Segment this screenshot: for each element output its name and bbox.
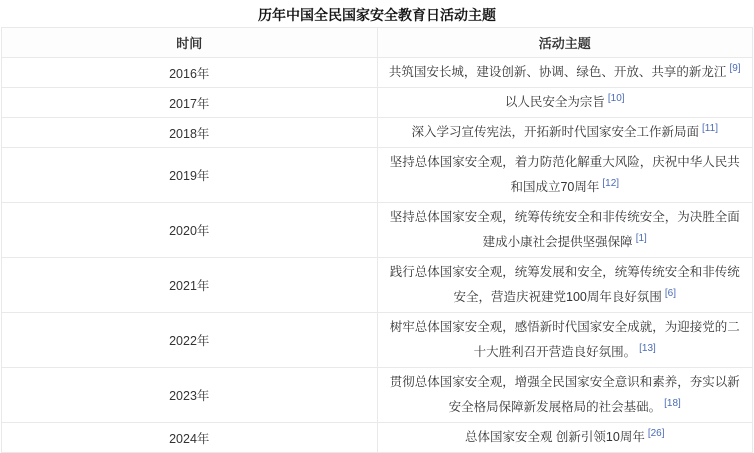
table-row bbox=[2, 203, 753, 258]
theme-cell bbox=[377, 368, 753, 423]
table-row bbox=[2, 258, 753, 313]
citation-link[interactable]: [12] bbox=[602, 177, 620, 189]
theme-text: 以人民安全为宗旨 bbox=[504, 95, 605, 109]
theme-cell bbox=[377, 58, 753, 88]
theme-text: 深入学习宣传宪法，开拓新时代国家安全工作新局面 bbox=[411, 125, 700, 139]
year-text: 2020年 bbox=[169, 224, 210, 238]
citation-link[interactable]: [9] bbox=[729, 62, 741, 74]
table-header-row bbox=[2, 28, 753, 58]
theme-cell bbox=[377, 258, 753, 313]
column-header-theme: 活动主题 bbox=[377, 28, 753, 58]
year-cell bbox=[2, 58, 378, 88]
year-text: 2016年 bbox=[169, 66, 210, 81]
theme-cell bbox=[377, 148, 753, 203]
table-caption: 历年中国全民国家安全教育日活动主题 bbox=[258, 7, 496, 23]
theme-cell bbox=[377, 423, 753, 453]
theme-cell bbox=[377, 118, 753, 148]
year-text: 2023年 bbox=[169, 389, 210, 403]
citation-link[interactable]: [6] bbox=[664, 287, 676, 299]
year-text: 2017年 bbox=[169, 96, 210, 111]
table-row bbox=[2, 148, 753, 203]
year-cell bbox=[2, 118, 378, 148]
year-text: 2018年 bbox=[169, 126, 210, 141]
theme-text: 坚持总体国家安全观，统筹传统安全和非传统安全，为决胜全面建成小康社会提供坚强保障 bbox=[389, 210, 740, 249]
year-text: 2021年 bbox=[169, 279, 210, 293]
theme-cell bbox=[377, 203, 753, 258]
year-cell bbox=[2, 88, 378, 118]
year-cell bbox=[2, 313, 378, 368]
theme-text: 坚持总体国家安全观，着力防范化解重大风险，庆祝中华人民共和国成立70周年 bbox=[389, 155, 740, 194]
year-cell bbox=[2, 368, 378, 423]
citation-link[interactable]: [18] bbox=[664, 397, 681, 409]
column-header-time: 时间 bbox=[2, 28, 378, 58]
year-cell bbox=[2, 203, 378, 258]
table-row bbox=[2, 118, 753, 148]
theme-text: 践行总体国家安全观，统筹发展和安全，统筹传统安全和非传统安全，营造庆祝建党100周年良好氛围 bbox=[389, 265, 740, 304]
table-row bbox=[2, 368, 753, 423]
citation-link[interactable]: [11] bbox=[702, 122, 718, 134]
table-row bbox=[2, 423, 753, 453]
citation-link[interactable]: [26] bbox=[647, 427, 665, 439]
year-cell bbox=[2, 423, 378, 453]
table-row bbox=[2, 58, 753, 88]
theme-cell bbox=[377, 313, 753, 368]
theme-text: 贯彻总体国家安全观，增强全民国家安全意识和素养，夯实以新安全格局保障新发展格局的社会基础。 bbox=[389, 375, 740, 414]
themes-table bbox=[1, 27, 753, 453]
table-row bbox=[2, 313, 753, 368]
table-row bbox=[2, 88, 753, 118]
theme-text: 总体国家安全观 创新引领10周年 bbox=[464, 430, 645, 444]
theme-text: 共筑国安长城，建设创新、协调、绿色、开放、共享的新龙江 bbox=[388, 65, 727, 79]
citation-link[interactable]: [1] bbox=[635, 232, 647, 244]
year-text: 2019年 bbox=[169, 169, 210, 183]
year-text: 2022年 bbox=[169, 334, 210, 348]
citation-link[interactable]: [10] bbox=[607, 92, 625, 104]
year-text: 2024年 bbox=[169, 431, 210, 446]
citation-link[interactable]: [13] bbox=[639, 342, 656, 354]
year-cell bbox=[2, 258, 378, 313]
theme-cell bbox=[377, 88, 753, 118]
theme-text: 树牢总体国家安全观，感悟新时代国家安全成就，为迎接党的二十大胜利召开营造良好氛围。 bbox=[389, 320, 740, 359]
year-cell bbox=[2, 148, 378, 203]
